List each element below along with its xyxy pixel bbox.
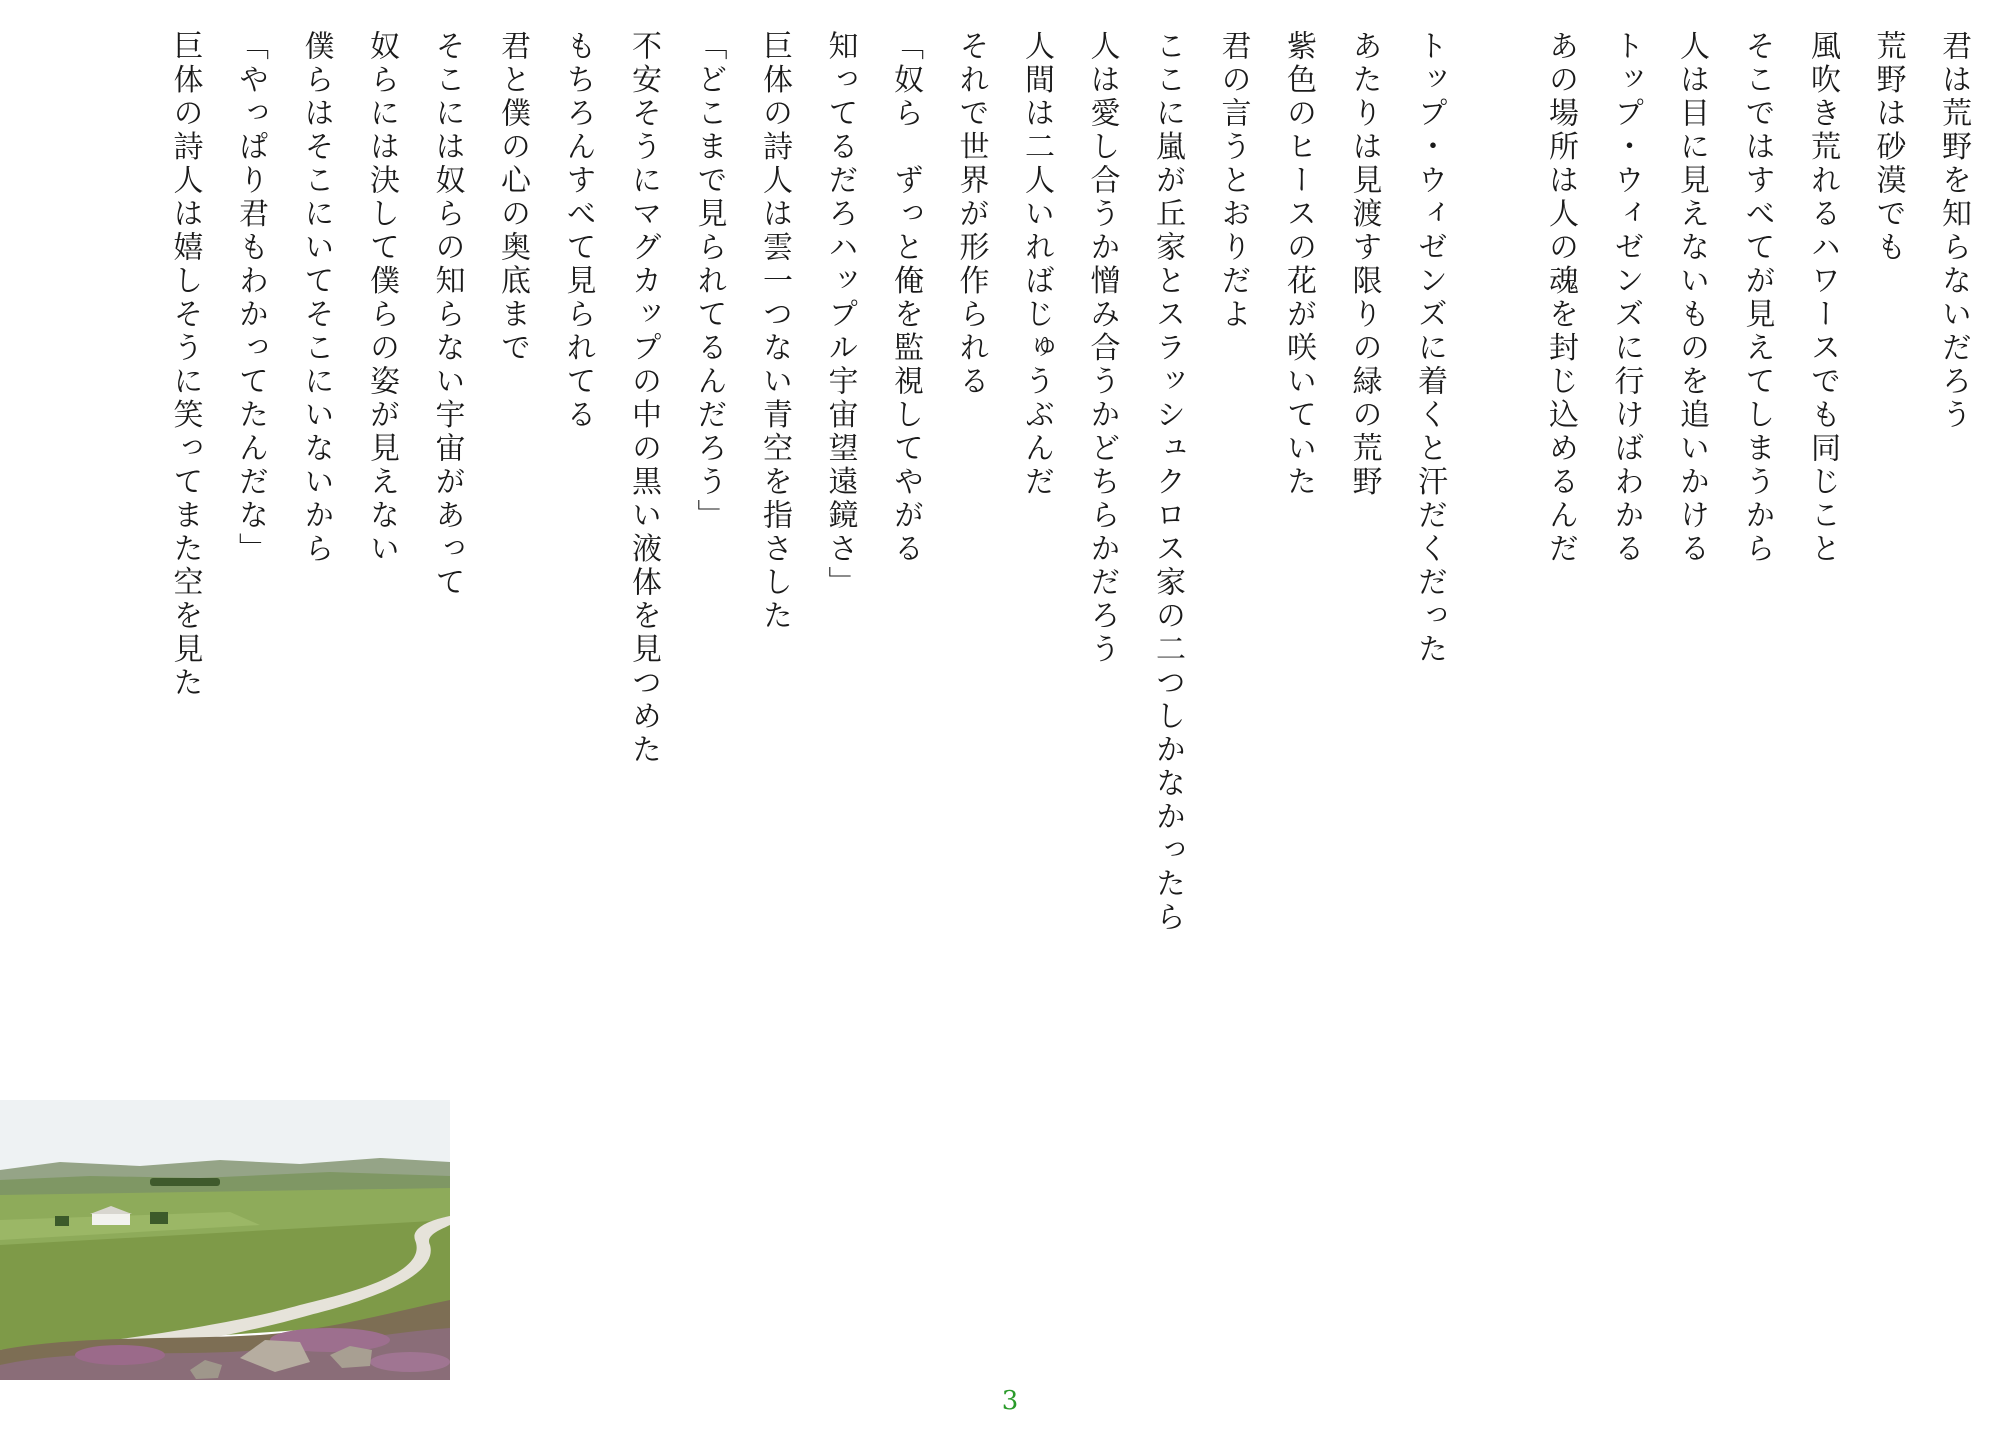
poem-line: 巨体の詩人は嬉しそうに笑ってまた空を見た (167, 30, 203, 700)
poem-line: 君は荒野を知らないだろう (1936, 30, 1971, 432)
poem-line: 僕らはそこにいてそこにいないから (298, 30, 334, 566)
poem-line: 風吹き荒れるハワースでも同じこと (1805, 30, 1840, 566)
poem-line: 「どこまで見られてるんだろう」 (691, 30, 727, 533)
poem-line: そこではすべてが見えてしまうから (1739, 30, 1775, 566)
poem-line: 君の言うとおりだよ (1215, 30, 1251, 332)
poem-line: そこには奴らの知らない宇宙があって (429, 30, 465, 600)
poem-line: 人は目に見えないものを追いかける (1674, 30, 1709, 566)
poem-line: 「奴ら ずっと俺を監視してやがる (888, 30, 923, 566)
poem-line: ここに嵐が丘家とスラッシュクロス家の二つしかなかったら (1150, 30, 1185, 935)
poem-line: 奴らには決して僕らの姿が見えない (364, 30, 399, 566)
poem-line: もちろんすべて見られてる (560, 30, 596, 432)
poem-line: 君と僕の心の奥底まで (495, 30, 530, 365)
poem-line: 巨体の詩人は雲一つない青空を指さした (757, 30, 792, 633)
poem-line: それで世界が形作られる (953, 30, 989, 399)
poem-line: 人は愛し合うか憎み合うかどちらかだろう (1084, 30, 1120, 667)
poem-line: 「やっぱり君もわかってたんだな」 (233, 30, 268, 566)
page-number: 3 (1001, 1386, 1019, 1416)
poem-line: 不安そうにマグカップの中の黒い液体を見つめた (626, 30, 661, 767)
poem-line: トップ・ウィゼンズに行けばわかる (1608, 30, 1644, 566)
poem-line: 人間は二人いればじゅうぶんだ (1019, 30, 1054, 499)
poem-line: あの場所は人の魂を封じ込めるんだ (1543, 30, 1578, 566)
poem-line: トップ・ウィゼンズに着くと汗だくだった (1412, 30, 1447, 667)
poem-line: 知ってるだろハップル宇宙望遠鏡さ」 (822, 30, 858, 600)
moorland-photo (0, 1100, 450, 1380)
poem-line: あたりは見渡す限りの緑の荒野 (1346, 30, 1382, 499)
poem-line: 紫色のヒースの花が咲いていた (1281, 30, 1316, 499)
poem-line: 荒野は砂漠でも (1870, 30, 1906, 265)
moorland-photo-drawing (0, 1100, 450, 1380)
